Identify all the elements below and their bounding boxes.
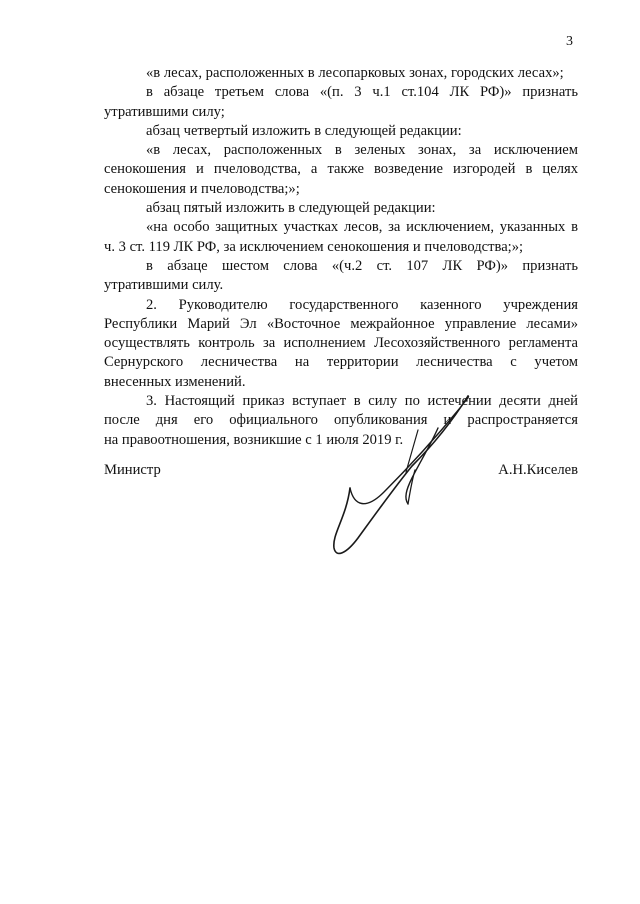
text-line: сенокошения и пчеловодства;»;: [104, 180, 300, 197]
text-line: «в лесах, расположенных в лесопарковых зонах, городских лесах»;: [146, 65, 564, 81]
text-line: 3. Настоящий приказ вступает в силу по истечении десяти дней: [146, 393, 578, 410]
text-line: абзац четвертый изложить в следующей редакции:: [146, 122, 462, 139]
text-line: утратившими силу.: [104, 277, 224, 294]
text-line: после дня его официального опубликования и распространяется: [104, 412, 578, 429]
text-line: осуществлять контроль за исполнением Лесохозяйственного регламента: [104, 335, 578, 352]
signatory-name: А.Н.Киселев: [498, 462, 578, 478]
text-line: Республики Марий Эл «Восточное межрайонное управление лесами»: [104, 315, 578, 332]
text-line: утратившими силу;: [104, 103, 225, 120]
text-line: на правоотношения, возникшие с 1 июля 2019 г.: [104, 431, 404, 448]
signatory-title: Министр: [104, 462, 161, 478]
text-line: внесенных изменений.: [104, 373, 246, 390]
handwritten-signature: [320, 388, 480, 568]
text-line: 2. Руководителю государственного казенного учреждения: [146, 296, 578, 313]
text-line: в абзаце шестом слова «(ч.2 ст. 107 ЛК РФ)» признать: [146, 257, 578, 274]
page-number: 3: [566, 34, 573, 49]
text-line: «на особо защитных участках лесов, за исключением, указанных в: [146, 219, 578, 236]
text-line: ч. 3 ст. 119 ЛК РФ, за исключением сенокошения и пчеловодства;»;: [104, 238, 524, 255]
text-line: Сернурского лесничества на территории лесничества с учетом: [104, 354, 578, 371]
text-line: «в лесах, расположенных в зеленых зонах, за исключением: [146, 142, 578, 159]
text-line: сенокошения и пчеловодства, а также возведение изгородей в целях: [104, 161, 578, 178]
text-line: абзац пятый изложить в следующей редакции:: [146, 200, 436, 217]
text-line: в абзаце третьем слова «(п. 3 ч.1 ст.104 ЛК РФ)» признать: [146, 84, 578, 101]
